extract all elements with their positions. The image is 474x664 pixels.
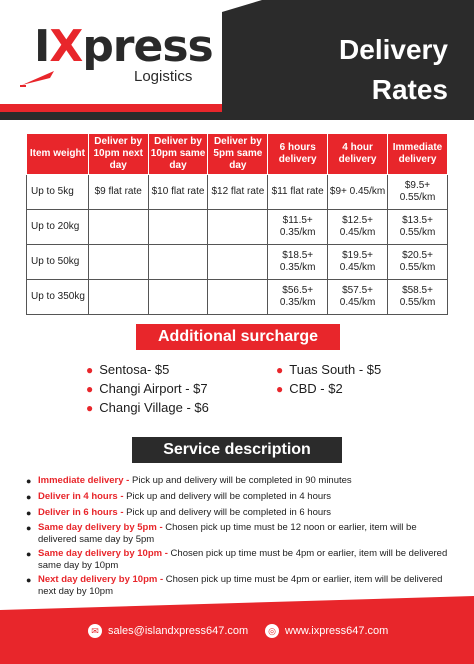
- bullet-icon: ●: [86, 363, 94, 377]
- table-cell: $18.5+ 0.35/km: [268, 245, 328, 280]
- table-cell: $20.5+ 0.55/km: [388, 245, 448, 280]
- table-cell: [88, 210, 148, 245]
- table-cell: Up to 5kg: [27, 175, 89, 210]
- bullet-icon: ●: [26, 508, 32, 518]
- table-cell: [88, 245, 148, 280]
- page-title-line2: Rates: [371, 74, 448, 105]
- service-item: ● Deliver in 4 hours - Pick up and delivery will be completed in 4 hours: [26, 491, 332, 502]
- service-item: ● Immediate delivery - Pick up and delivery will be completed in 90 minutes: [26, 475, 352, 486]
- bullet-icon: ●: [26, 575, 32, 585]
- table-cell: $12.5+ 0.45/km: [328, 210, 388, 245]
- footer-website-link[interactable]: ◎ www.ixpress647.com: [265, 624, 388, 638]
- bullet-icon: ●: [26, 492, 32, 502]
- table-cell: $12 flat rate: [208, 175, 268, 210]
- surcharge-item: ● Tuas South - $5: [276, 362, 382, 377]
- logo-wordmark: IXpress: [34, 21, 213, 72]
- table-row: [27, 210, 448, 245]
- table-cell: [208, 280, 268, 315]
- table-cell: [88, 280, 148, 315]
- footer-email-link[interactable]: ✉ sales@islandxpress647.com: [88, 624, 248, 638]
- surcharge-item: ● CBD - $2: [276, 381, 343, 396]
- table-cell: $19.5+ 0.45/km: [328, 245, 388, 280]
- bullet-icon: ●: [26, 549, 32, 559]
- table-cell: $56.5+ 0.35/km: [268, 280, 328, 315]
- table-cell: [148, 280, 208, 315]
- globe-icon: ◎: [265, 624, 279, 638]
- table-cell: $11 flat rate: [268, 175, 328, 210]
- bullet-icon: ●: [26, 523, 32, 533]
- table-cell: $10 flat rate: [148, 175, 208, 210]
- table-cell: $9+ 0.45/km: [328, 175, 388, 210]
- bullet-icon: ●: [276, 363, 284, 377]
- logo-subtitle: Logistics: [134, 68, 193, 85]
- table-cell: Up to 50kg: [27, 245, 89, 280]
- bullet-icon: ●: [276, 382, 284, 396]
- table-cell: $13.5+ 0.55/km: [388, 210, 448, 245]
- table-cell: $9 flat rate: [88, 175, 148, 210]
- rates-table: [26, 133, 448, 315]
- table-cell: $9.5+ 0.55/km: [388, 175, 448, 210]
- bullet-icon: ●: [26, 476, 32, 486]
- table-row: [27, 245, 448, 280]
- service-item: ● Same day delivery by 10pm - Chosen pick up time must be 4pm or earlier, item will be delivered same day by 10pm: [26, 548, 448, 571]
- surcharge-item: ● Changi Airport - $7: [86, 381, 208, 396]
- table-header-cell: 6 hours delivery: [268, 134, 328, 175]
- table-cell: $57.5+ 0.45/km: [328, 280, 388, 315]
- table-header-row: [27, 134, 448, 175]
- service-heading: Service description: [132, 437, 342, 463]
- bullet-icon: ●: [86, 382, 94, 396]
- table-cell: $58.5+ 0.55/km: [388, 280, 448, 315]
- table-row: [27, 175, 448, 210]
- table-header-cell: Item weight: [27, 134, 89, 175]
- surcharge-item: ● Sentosa- $5: [86, 362, 170, 377]
- table-cell: [208, 210, 268, 245]
- surcharge-item: ● Changi Village - $6: [86, 400, 209, 415]
- table-cell: [208, 245, 268, 280]
- table-header-cell: Deliver by 10pm next day: [88, 134, 148, 175]
- service-item: ● Same day delivery by 5pm - Chosen pick up time must be 12 noon or earlier, item will be delivered same day by 5pm: [26, 522, 417, 545]
- service-item: ● Deliver in 6 hours - Pick up and delivery will be completed in 6 hours: [26, 507, 332, 518]
- table-row: [27, 280, 448, 315]
- header: [0, 0, 474, 120]
- table-header-cell: Deliver by 5pm same day: [208, 134, 268, 175]
- table-header-cell: Deliver by 10pm same day: [148, 134, 208, 175]
- table-cell: Up to 20kg: [27, 210, 89, 245]
- surcharge-heading: Additional surcharge: [136, 324, 340, 350]
- bullet-icon: ●: [86, 401, 94, 415]
- email-icon: ✉: [88, 624, 102, 638]
- table-header-cell: Immediate delivery: [388, 134, 448, 175]
- table-cell: [148, 210, 208, 245]
- table-cell: $11.5+ 0.35/km: [268, 210, 328, 245]
- page-title-line1: Delivery: [339, 34, 448, 65]
- table-header-cell: 4 hour delivery: [328, 134, 388, 175]
- table-cell: [148, 245, 208, 280]
- table-cell: Up to 350kg: [27, 280, 89, 315]
- service-item: ● Next day delivery by 10pm - Chosen pick up time must be 4pm or earlier, item will be delivered next day by 10pm: [26, 574, 443, 597]
